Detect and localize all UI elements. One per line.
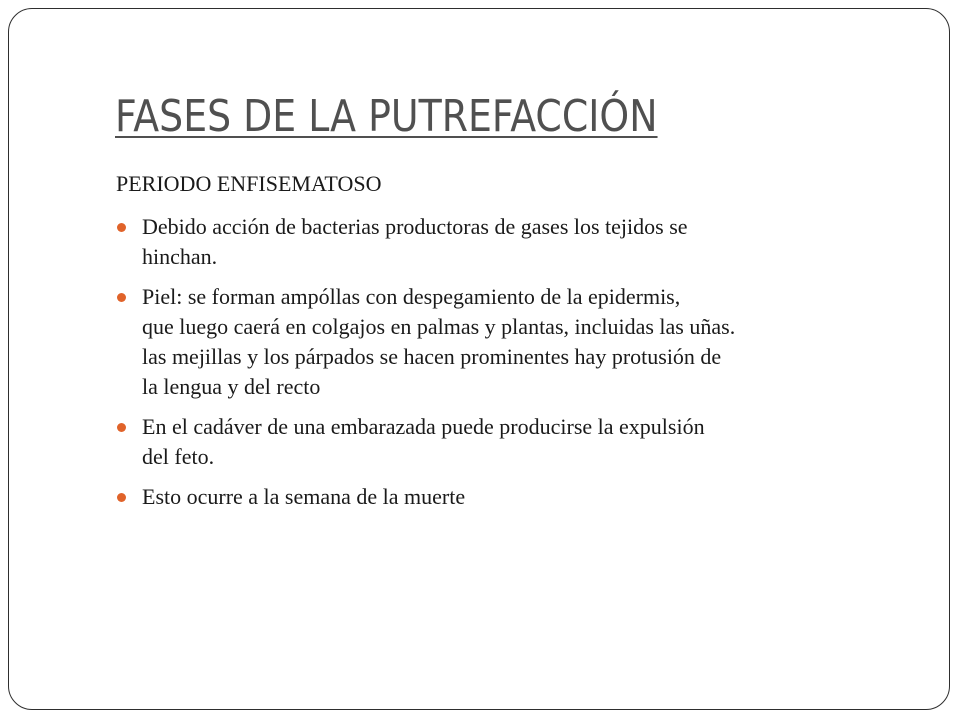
- slide-subtitle: PERIODO ENFISEMATOSO: [116, 171, 382, 196]
- bullet-item: [116, 282, 916, 402]
- bullet-dot-icon: [117, 423, 126, 432]
- slide-title: FASES DE LA PUTREFACCIÓN: [115, 91, 658, 142]
- bullet-dot-icon: [117, 493, 126, 502]
- bullet-item: [116, 412, 916, 472]
- bullet-text: Esto ocurre a la semana de la muerte: [142, 484, 466, 509]
- bullet-item: [116, 482, 916, 512]
- slide-frame: [8, 8, 950, 710]
- bullet-text: Piel: se forman ampóllas con despegamiento de la epidermis, que luego caerá en colgajos en palmas y plantas, incluidas las uñas. las mejillas y los párpados se hacen prominentes hay protusión de la lengua y del recto: [142, 284, 736, 399]
- bullet-dot-icon: [117, 293, 126, 302]
- bullet-item: [116, 212, 916, 272]
- bullet-text: Debido acción de bacterias productoras de gases los tejidos se hinchan.: [142, 214, 688, 269]
- bullet-text: En el cadáver de una embarazada puede producirse la expulsión del feto.: [142, 414, 705, 469]
- bullet-dot-icon: [117, 223, 126, 232]
- bullet-list: [116, 212, 916, 522]
